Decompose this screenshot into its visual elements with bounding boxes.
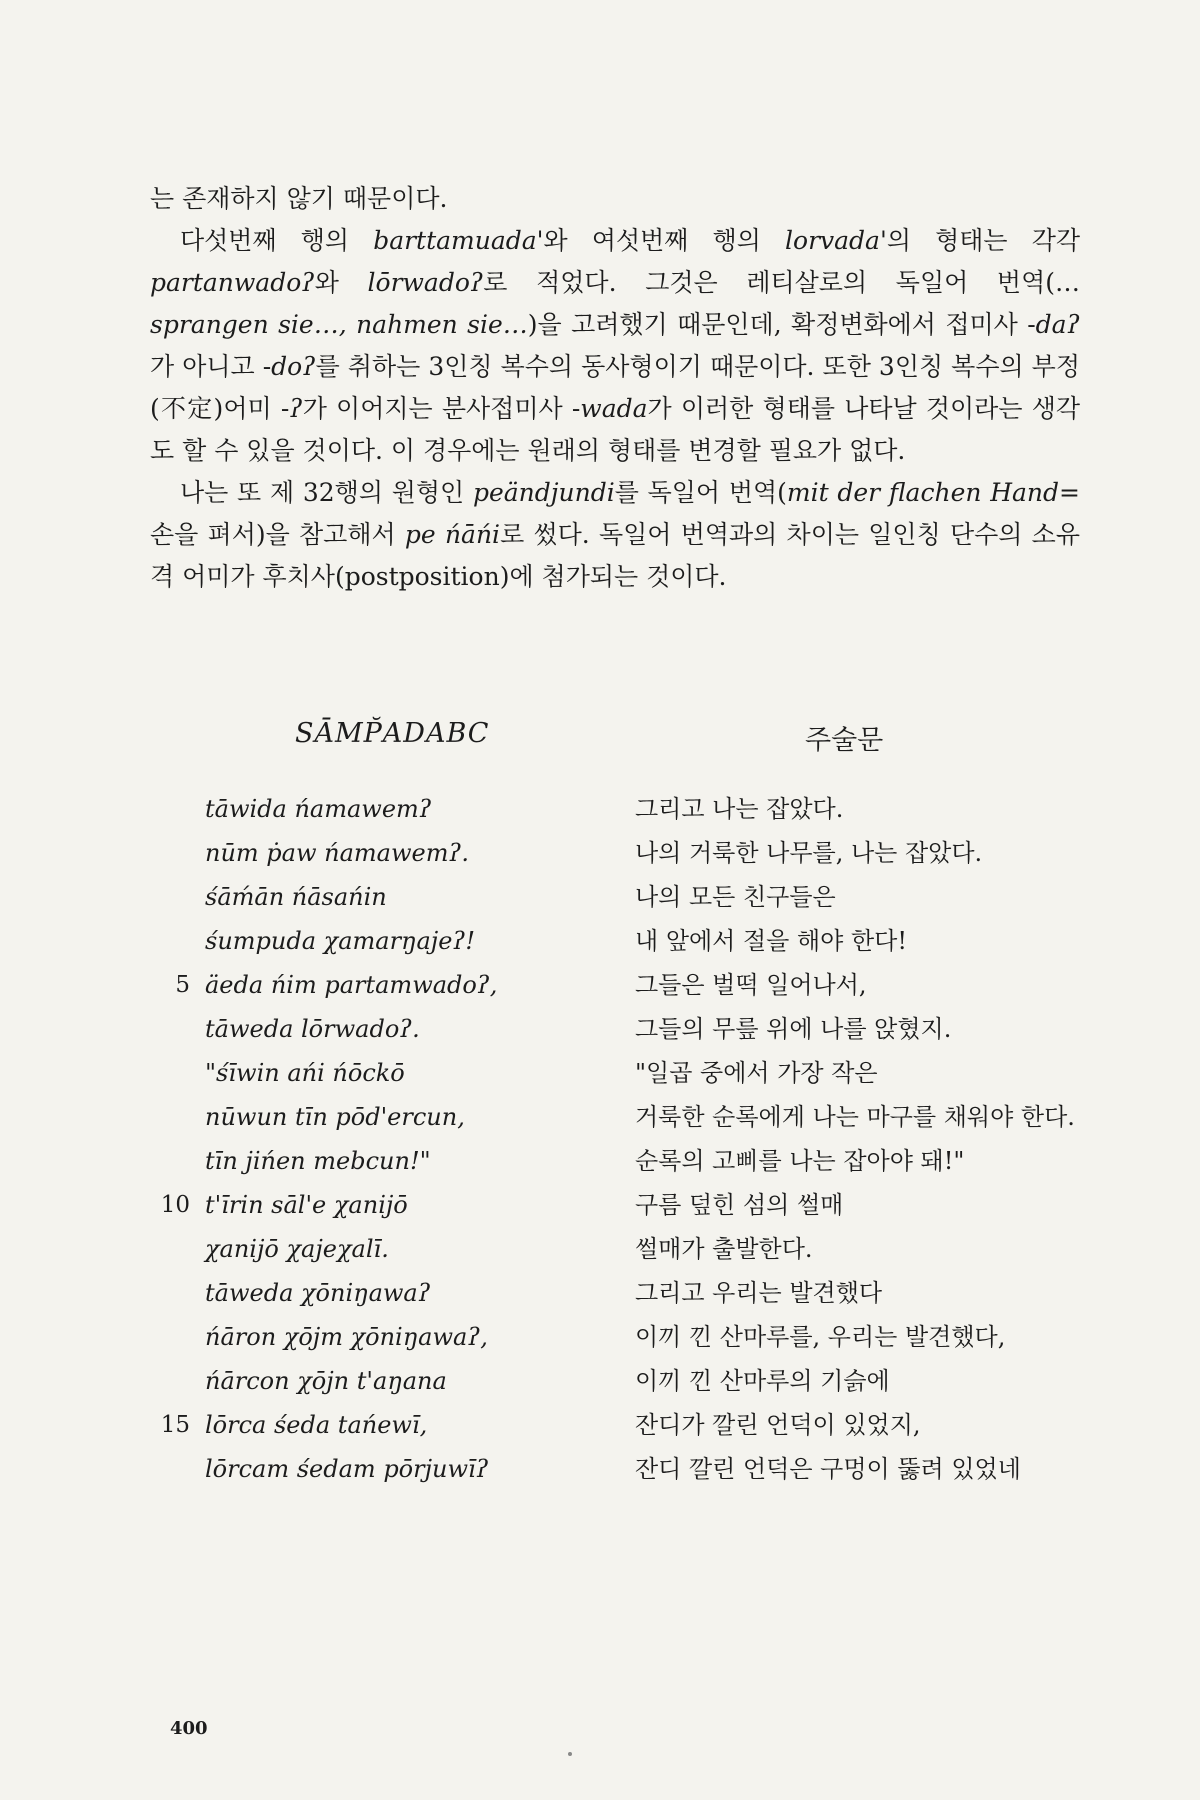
verse-row xyxy=(150,790,1080,828)
verse-translation: 이끼 낀 산마루의 기슭에 xyxy=(635,1367,890,1395)
verse-original: tāwida ńamawemʔ xyxy=(205,795,432,823)
italic-term: peändjundi xyxy=(472,478,615,507)
italic-term: sprangen sie…, nahmen sie… xyxy=(150,310,528,339)
paragraph xyxy=(150,178,1080,220)
verse-translation: 이끼 낀 산마루를, 우리는 발견했다, xyxy=(635,1323,1006,1351)
verse-translation: 잔디 깔린 언덕은 구멍이 뚫려 있었네 xyxy=(635,1455,1021,1483)
italic-term: lōrwadoʔ xyxy=(367,268,484,297)
verse-original: tāweda lōrwadoʔ. xyxy=(205,1015,420,1043)
heading-translation: 주술문 xyxy=(805,725,884,756)
verse-row xyxy=(150,1230,1080,1268)
italic-term: lorvada' xyxy=(785,226,887,255)
italic-term: barttamuada' xyxy=(373,226,544,255)
verse-translation: 그들의 무릎 위에 나를 앉혔지. xyxy=(635,1015,952,1043)
verse-translation: 나의 모든 친구들은 xyxy=(635,883,836,911)
verse-original: äeda ńim partamwadoʔ, xyxy=(205,971,498,999)
verse-row xyxy=(150,1362,1080,1400)
verse-row xyxy=(150,922,1080,960)
verse-row xyxy=(150,1142,1080,1180)
verse-translation: 잔디가 깔린 언덕이 있었지, xyxy=(635,1411,921,1439)
verse-original: ńārcon χōjn t'aŋana xyxy=(205,1367,447,1395)
verse-row xyxy=(150,1098,1080,1136)
verse-translation: 내 앞에서 절을 해야 한다! xyxy=(635,927,907,955)
verse-translation: 그리고 나는 잡았다. xyxy=(635,795,844,823)
heading-original: SĀMP̆ADABC xyxy=(295,718,490,749)
verse-original: tīn jińen mebcun!" xyxy=(205,1147,431,1175)
verse-original: lōrcam śedam pōrjuwīʔ xyxy=(205,1455,489,1483)
text-run: 로 적었다. 그것은 레티살로의 독일어 번역(… xyxy=(483,268,1080,297)
verse-row xyxy=(150,1450,1080,1488)
page-number: 400 xyxy=(170,1718,208,1739)
verse-row xyxy=(150,834,1080,872)
verse-original: "śīwin ańi ńōckō xyxy=(205,1059,405,1087)
verse-row xyxy=(150,1054,1080,1092)
verse-translation: "일곱 중에서 가장 작은 xyxy=(635,1059,878,1087)
text-run: 가 아니고 - xyxy=(150,352,272,381)
italic-term: wada xyxy=(580,394,648,423)
verse-row xyxy=(150,966,1080,1004)
verse-line-number: 15 xyxy=(160,1412,190,1438)
verse-translation: 나의 거룩한 나무를, 나는 잡았다. xyxy=(635,839,983,867)
verse-original: nūm ṗaw ńamawemʔ. xyxy=(205,839,469,867)
text-run: 가 이어지는 분사접미사 - xyxy=(302,394,581,423)
text-run: )을 고려했기 때문인데, 확정변화에서 접미사 - xyxy=(527,310,1036,339)
verse-row xyxy=(150,1186,1080,1224)
verse-translation: 그리고 우리는 발견했다 xyxy=(635,1279,883,1307)
verse-line-number: 5 xyxy=(175,972,190,998)
text-run: 와 여섯번째 행의 xyxy=(543,226,786,255)
text-run: 로 썼다. 독일어 번역과의 차이는 일인칭 단수의 소유격 어미가 후치사(postposition)에 첨가되는 것이다. xyxy=(150,520,1080,591)
verse-original: tāweda χōniŋawaʔ xyxy=(205,1279,431,1307)
paragraph xyxy=(150,472,1080,598)
italic-term: daʔ xyxy=(1035,310,1080,339)
text-run: =손을 펴서)을 참고해서 xyxy=(150,478,1080,549)
text-run: 를 독일어 번역( xyxy=(614,478,787,507)
verse-row xyxy=(150,1010,1080,1048)
verse-translation: 썰매가 출발한다. xyxy=(635,1235,813,1263)
verse-translation: 그들은 벌떡 일어나서, xyxy=(635,971,867,999)
verse-translation: 거룩한 순록에게 나는 마구를 채워야 한다. xyxy=(635,1103,1075,1131)
verse-row xyxy=(150,1406,1080,1444)
verse-table xyxy=(150,790,1080,1494)
verse-original: nūwun tīn pōd'ercun, xyxy=(205,1103,465,1131)
text-run: 의 형태는 각각 xyxy=(886,226,1081,255)
verse-row xyxy=(150,1274,1080,1312)
verse-original: śumpuda χamarŋajeʔ! xyxy=(205,927,475,955)
text-run: 다섯번째 행의 xyxy=(180,226,374,255)
text-run: 와 xyxy=(314,268,368,297)
verse-original: lōrca śeda tańewī, xyxy=(205,1411,428,1439)
paragraph xyxy=(150,220,1080,472)
verse-row xyxy=(150,878,1080,916)
text-run: 나는 또 제 32행의 원형인 xyxy=(180,478,473,507)
page-mark xyxy=(568,1752,572,1756)
text-run: 는 존재하지 않기 때문이다. xyxy=(150,184,448,213)
verse-translation: 구름 덮힌 섬의 썰매 xyxy=(635,1191,844,1219)
italic-term: mit der flachen Hand xyxy=(786,478,1060,507)
italic-term: pe ńāńi xyxy=(404,520,501,549)
prose-text xyxy=(150,178,1080,598)
text-run: 를 취하는 3인칭 복수의 동사형이기 때문이다. 또한 3인칭 복수의 부정(不定)어미 - xyxy=(150,352,1080,423)
italic-term: ʔ xyxy=(289,394,303,423)
verse-original: śāḿān ńāsańin xyxy=(205,883,387,911)
verse-line-number: 10 xyxy=(160,1192,190,1218)
italic-term: doʔ xyxy=(271,352,316,381)
verse-original: ńāron χōjm χōniŋawaʔ, xyxy=(205,1323,488,1351)
verse-original: χanijō χajeχalī. xyxy=(205,1235,389,1263)
verse-translation: 순록의 고삐를 나는 잡아야 돼!" xyxy=(635,1147,965,1175)
italic-term: partanwadoʔ xyxy=(150,268,315,297)
verse-row xyxy=(150,1318,1080,1356)
text-run: 가 이러한 형태를 나타날 것이라는 생각도 할 수 있을 것이다. 이 경우에는 원래의 형태를 변경할 필요가 없다. xyxy=(150,394,1080,465)
verse-original: t'īrin sāl'e χanijō xyxy=(205,1191,408,1219)
